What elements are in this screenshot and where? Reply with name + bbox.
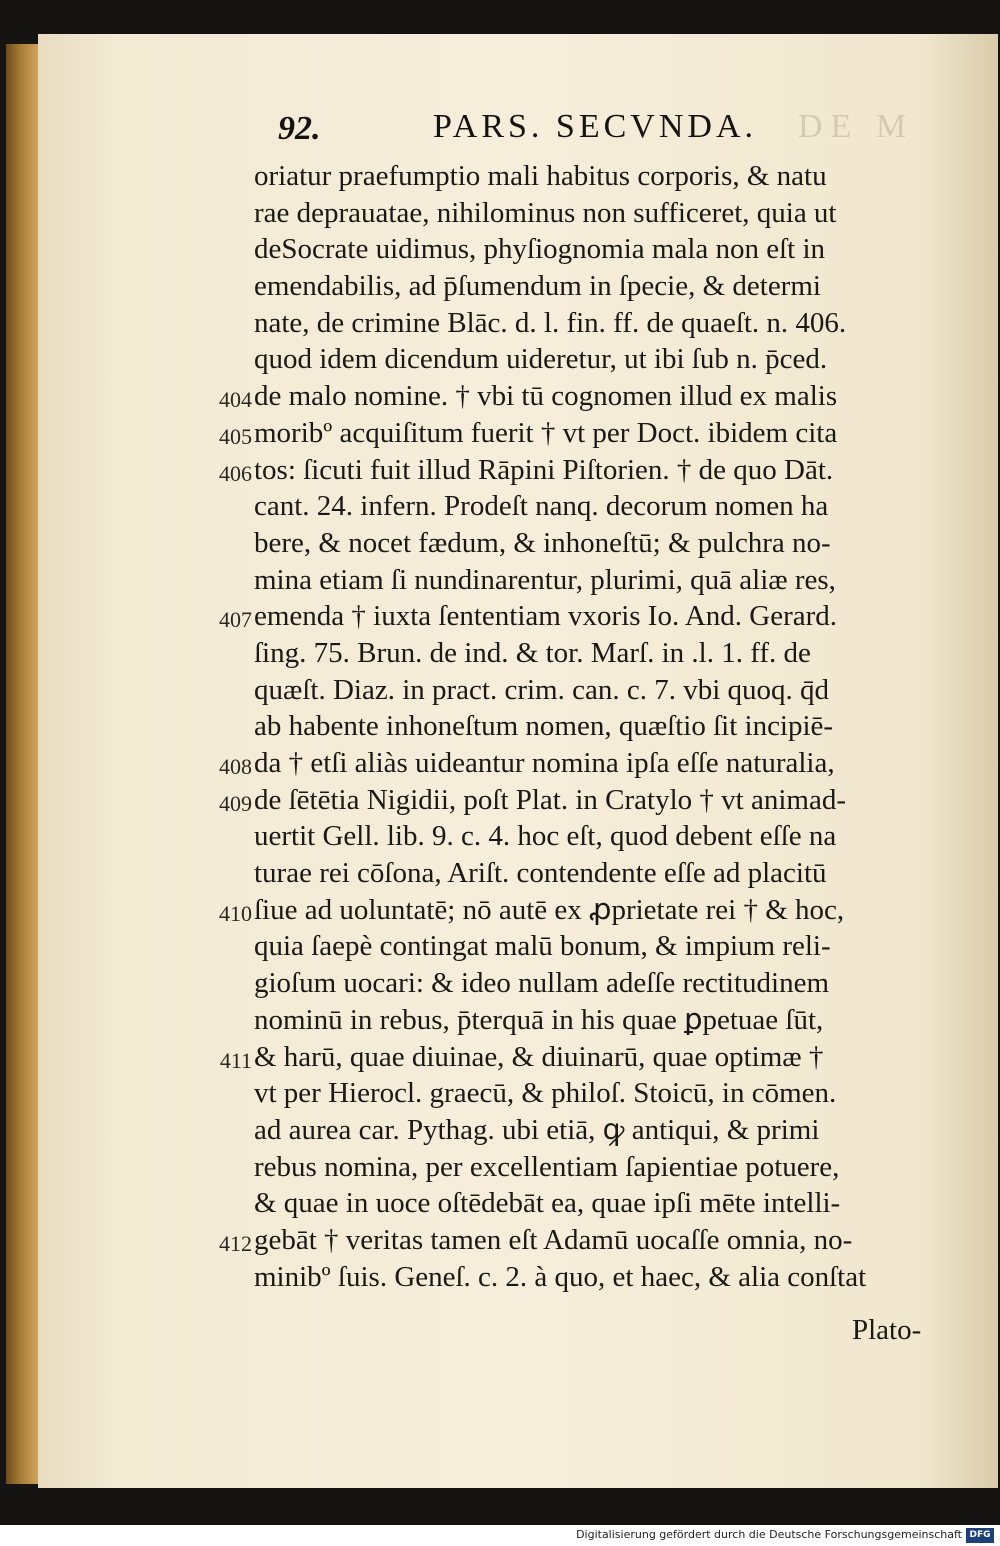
line-text: deSocrate uidimus, phyſiognomia mala non eſt in	[254, 233, 826, 266]
line-text: vt per Hierocl. graecū, & philoſ. Stoicū, in cōmen.	[254, 1077, 837, 1110]
marginal-number: 412	[219, 1230, 252, 1256]
marginal-number: 407	[219, 607, 252, 633]
line-text: moribº acquiſitum fuerit † vt per Doct. ibidem cita	[254, 416, 838, 449]
line-text: oriatur praefumptio mali habitus corporis, & natu	[254, 160, 827, 192]
line-text: de ſētētia Nigidii, poſt Plat. in Cratylo † vt animad-	[254, 783, 846, 816]
line-text: ad aurea car. Pythag. ubi etiā, ꝙ antiqui, & primi	[254, 1113, 820, 1146]
line-text: gioſum uocari: & ideo nullam adeſſe rectitudinem	[254, 967, 830, 1000]
text-line	[188, 1259, 1000, 1296]
text-line	[188, 672, 1000, 709]
folio-number: 92.	[278, 110, 321, 147]
line-text: de malo nomine. † vbi tū cognomen illud ex malis	[254, 380, 838, 413]
line-text: gebāt † veritas tamen eſt Adamū uocaſſe omnia, no-	[254, 1223, 853, 1256]
line-text: rae deprauatae, nihilominus non sufficeret, quia ut	[254, 196, 837, 229]
line-text: & quae in uoce oſtēdebāt ea, quae ipſi mēte intelli-	[254, 1187, 841, 1220]
text-line	[188, 562, 1000, 599]
line-text: minibº ſuis. Geneſ. c. 2. à quo, et haec, & alia conſtat	[254, 1260, 867, 1293]
line-text: nominū in rebus, p̄terquā in his quae ꝑpetuae ſūt,	[254, 1003, 824, 1036]
line-text: ab habente inhoneſtum nomen, quæſtio ſit incipiē-	[254, 710, 834, 743]
line-text: quia ſaepè contingat malū bonum, & impium reli-	[254, 930, 831, 963]
text-line	[188, 928, 1000, 965]
marginal-number: 404	[219, 387, 252, 413]
text-line	[188, 1185, 1000, 1222]
text-line	[188, 965, 1000, 1002]
line-text: tos: ſicuti fuit illud Rāpini Piſtorien. † de quo Dāt.	[254, 453, 834, 486]
text-line	[188, 635, 1000, 672]
line-text: quod idem dicendum uideretur, ut ibi ſub n. p̄ced.	[254, 343, 828, 376]
dfg-logo: DFG	[966, 1528, 994, 1543]
text-line	[188, 782, 1000, 819]
text-line	[188, 1149, 1000, 1186]
line-text: emenda † iuxta ſententiam vxoris Io. And. Gerard.	[254, 600, 838, 633]
line-text: cant. 24. infern. Prodeſt nanq. decorum nomen ha	[254, 490, 829, 523]
body-text	[188, 158, 1000, 1295]
text-line	[188, 818, 1000, 855]
text-line	[188, 1002, 1000, 1039]
text-line	[188, 305, 1000, 342]
text-line	[188, 488, 1000, 525]
line-text: rebus nomina, per excellentiam ſapientiae potuere,	[254, 1150, 840, 1183]
marginal-number: 405	[219, 423, 252, 449]
page-header	[38, 104, 998, 154]
text-line	[188, 378, 1000, 415]
text-line	[188, 598, 1000, 635]
text-line	[188, 855, 1000, 892]
line-text: & harū, quae diuinae, & diuinarū, quae optimæ †	[254, 1040, 824, 1073]
footer-bar	[0, 1525, 1000, 1546]
marginal-number: 410	[219, 900, 252, 926]
text-line	[188, 415, 1000, 452]
line-text: bere, & nocet fædum, & inhoneſtū; & pulchra no-	[254, 526, 831, 559]
text-line	[188, 452, 1000, 489]
book-page	[38, 34, 998, 1488]
line-text: quæſt. Diaz. in pract. crim. can. c. 7. vbi quoq. q̄d	[254, 673, 830, 706]
line-text: ſiue ad uoluntatē; nō autē ex ꝓprietate rei † & hoc,	[254, 893, 845, 926]
text-line	[188, 525, 1000, 562]
line-text: turae rei cōſona, Ariſt. contendente eſſe ad placitū	[254, 857, 827, 890]
text-line	[188, 1075, 1000, 1112]
line-text: nate, de crimine Blāc. d. l. fin. ff. de quaeſt. n. 406.	[254, 306, 847, 339]
text-line	[188, 1039, 1000, 1076]
line-text: uertit Gell. lib. 9. c. 4. hoc eſt, quod debent eſſe na	[254, 820, 837, 853]
marginal-number: 409	[219, 790, 252, 816]
running-title: PARS. SECVNDA.	[433, 108, 757, 145]
text-line	[188, 231, 1000, 268]
text-line	[188, 745, 1000, 782]
line-text: da † etſi aliàs uideantur nomina ipſa eſſe naturalia,	[254, 747, 835, 779]
text-line	[188, 1112, 1000, 1149]
line-text: mina etiam ſi nundinarentur, plurimi, quā aliæ res,	[254, 563, 836, 596]
text-line	[188, 195, 1000, 232]
footer-credit: Digitalisierung gefördert durch die Deutsche Forschungsgemeinschaft	[576, 1528, 962, 1541]
text-line	[188, 708, 1000, 745]
text-line	[188, 268, 1000, 305]
text-line	[188, 158, 1000, 195]
text-line	[188, 892, 1000, 929]
catchword: Plato-	[852, 1314, 922, 1346]
text-line	[188, 1222, 1000, 1259]
text-line	[188, 341, 1000, 378]
marginal-number: 408	[219, 754, 252, 779]
marginal-number: 406	[219, 460, 252, 486]
line-text: emendabilis, ad p̄ſumendum in ſpecie, & determi	[254, 270, 821, 303]
line-text: ſing. 75. Brun. de ind. & tor. Marſ. in .l. 1. ff. de	[254, 636, 811, 669]
bleed-through-text: DE M	[798, 108, 915, 145]
marginal-number: 411	[219, 1047, 252, 1073]
